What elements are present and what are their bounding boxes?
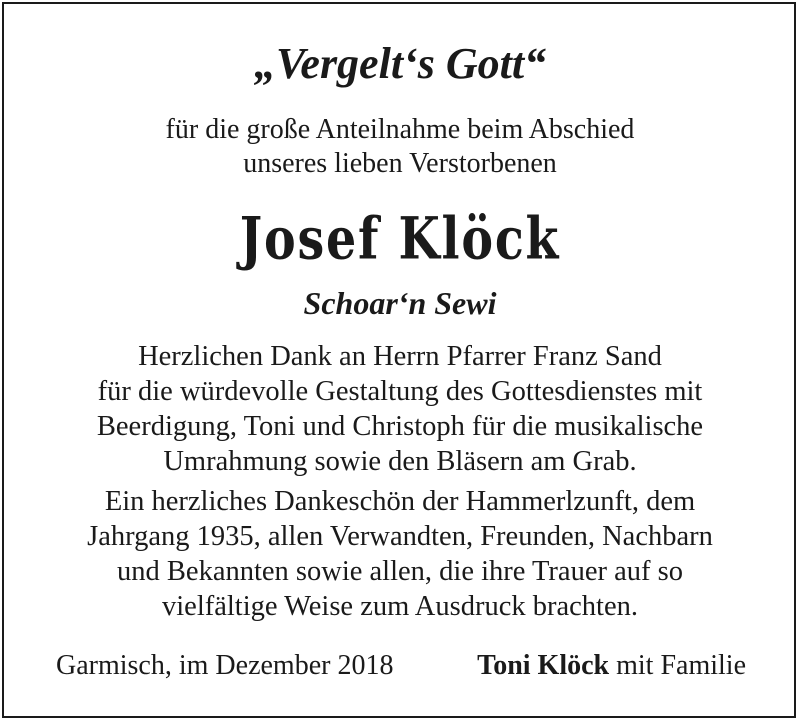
thanks-p2-line-3: und Bekannten sowie allen, die ihre Trauer auf so [117, 556, 683, 587]
thanks-p2-line-1: Ein herzliches Dankeschön der Hammerlzunft, dem [104, 486, 696, 517]
thanks-p1-line-3: Beerdigung, Toni und Christoph für die musikalische [96, 411, 704, 442]
thanks-p1-line-1: Herzlichen Dank an Herrn Pfarrer Franz Sand [138, 341, 662, 372]
deceased-nickname: Schoar‘n Sewi [303, 285, 497, 321]
place-date: Garmisch, im Dezember 2018 [56, 650, 394, 681]
signer-name: Toni Klöck [477, 650, 610, 681]
thanks-p1-line-2: für die würdevolle Gestaltung des Gottesdienstes mit [97, 376, 703, 407]
headline: „Vergelt‘s Gott“ [253, 39, 547, 88]
signature [477, 648, 746, 684]
signer-suffix: mit Familie [609, 650, 746, 681]
thanks-p2-line-2: Jahrgang 1935, allen Verwandten, Freunden, Nachbarn [87, 521, 713, 552]
intro-line-1: für die große Anteilnahme beim Abschied [165, 114, 635, 145]
intro-line-2: unseres lieben Verstorbenen [243, 148, 557, 179]
thanks-p2-line-4: vielfältige Weise zum Ausdruck brachten. [162, 591, 638, 622]
thanks-p1-line-4: Umrahmung sowie den Bläsern am Grab. [163, 446, 637, 477]
deceased-name: Josef Klöck [239, 203, 561, 273]
